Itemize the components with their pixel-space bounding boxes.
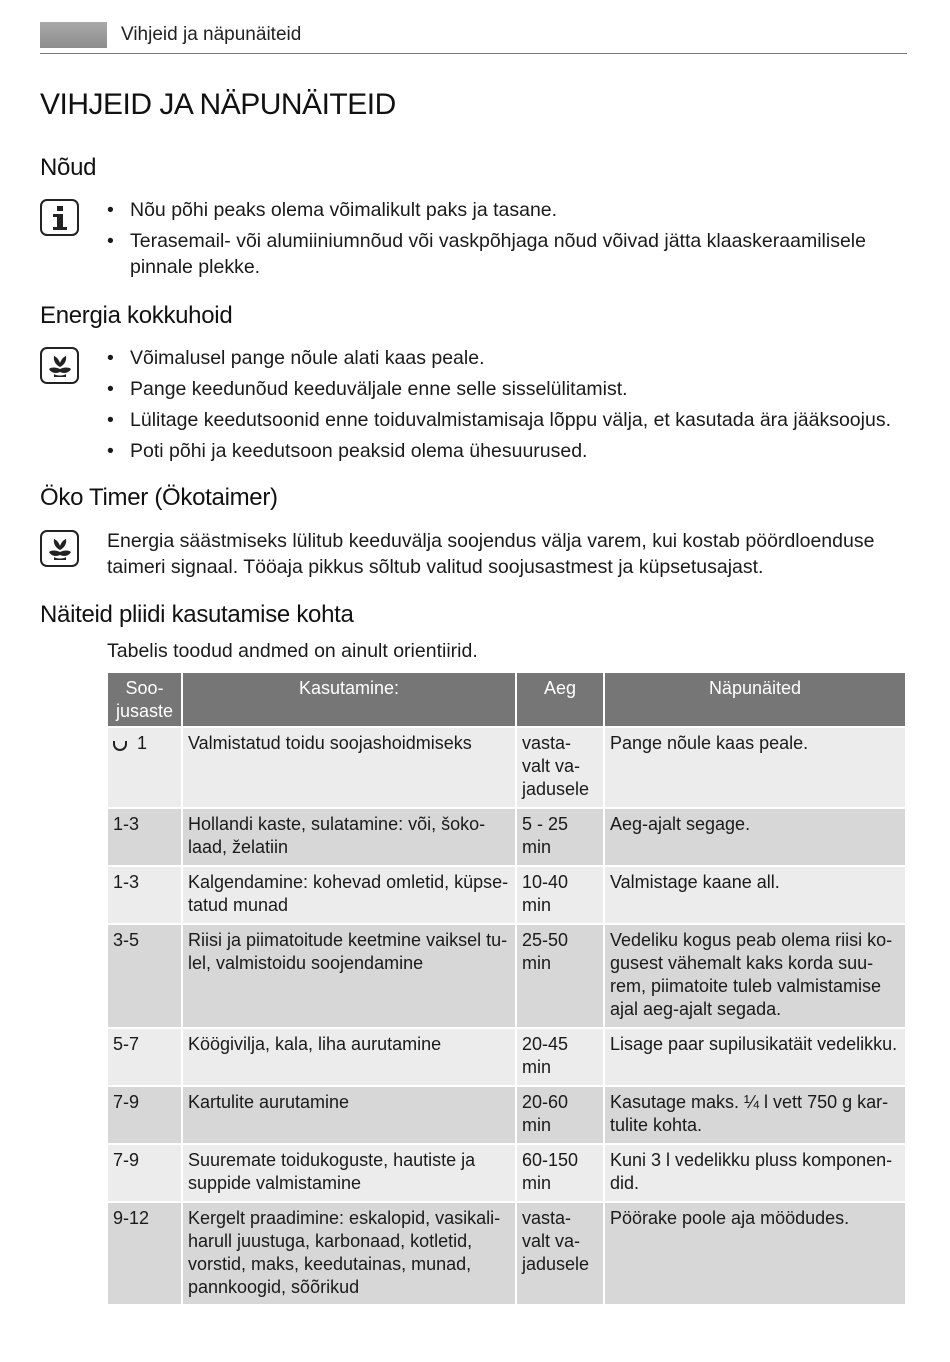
table-row [107, 808, 906, 866]
cell-level [107, 1202, 182, 1305]
table-row [107, 1086, 906, 1144]
cell-text: Kergelt praadimine: eskalopid, vasikali- harull juustuga, karbonaad, kotletid, vorstid, maks, keedutainas, munad, pannkoogid, sõõrikud [187, 1208, 501, 1297]
cell-text: Riisi ja piimatoitude keetmine vaiksel tu- lel, valmistoidu soojendamine [187, 930, 508, 973]
cell-text: 10-40 min [522, 872, 569, 915]
oko-description: Energia säästmiseks lülitub keeduvälja soojendus välja varem, kui kostab pöördloenduse taimeri signaal. Tööaja pikkus sõltub valitud soojusastmest ja küpsetusajast. [107, 530, 875, 578]
cell-text: Kalgendamine: kohevad omletid, küpse- tatud munad [187, 872, 509, 915]
cell-text: 60-150 min [522, 1150, 579, 1193]
cell-text: Valmistage kaane all. [609, 872, 780, 892]
list-item: • Poti põhi ja keedutsoon peaksid olema ühesuurused. [107, 438, 907, 464]
cell-text: Kuni 3 l vedelikku pluss komponen- did. [609, 1150, 893, 1193]
info-icon [40, 199, 79, 236]
cell-use [182, 924, 516, 1028]
cell-text: Vedeliku kogus peab olema riisi ko- gusest vähemalt kaks korda suu- rem, piimatoite tuleb valmistamise ajal aeg-ajalt segada. [609, 930, 893, 1019]
cell-text: Suuremate toidukoguste, hautiste ja suppide valmistamine [187, 1150, 476, 1193]
cell-tip [604, 808, 906, 866]
energia-list [107, 345, 907, 469]
header-tips [604, 672, 906, 727]
cell-level [107, 1028, 182, 1086]
cell-text: Kartulite aurutamine [187, 1092, 350, 1112]
eco-flower-icon [40, 347, 79, 384]
cell-tip [604, 1202, 906, 1305]
cell-text: Kasutage maks. ¼ l vett 750 g kar- tulite kohta. [609, 1092, 889, 1135]
header-label: Kasutamine: [298, 678, 400, 698]
header-bar [40, 22, 107, 48]
cell-time [516, 1028, 604, 1086]
usage-examples-table [106, 671, 907, 1306]
eco-flower-icon [40, 530, 79, 567]
cell-text: 20-60 min [522, 1092, 569, 1135]
table-row [107, 1144, 906, 1202]
cell-use [182, 1144, 516, 1202]
cell-level [107, 1086, 182, 1144]
section-title-noud: Nõud [40, 154, 97, 181]
list-item: • Pange keedunõud keeduväljale enne selle sisselülitamist. [107, 376, 907, 402]
cell-text: vasta- valt va- jadusele [522, 733, 590, 799]
list-item: • Terasemail- või alumiiniumnõud või vaskpõhjaga nõud võivad jätta klaaskeraamilisele pinnale plekke. [107, 228, 907, 280]
cell-time [516, 866, 604, 924]
header-use [182, 672, 516, 727]
cell-text: Valmistatud toidu soojashoidmiseks [187, 733, 472, 753]
cell-text: Köögivilja, kala, liha aurutamine [187, 1034, 442, 1054]
table-row [107, 1202, 906, 1305]
cell-tip [604, 1086, 906, 1144]
section-title-oko: Öko Timer (Ökotaimer) [40, 484, 278, 511]
table-intro: Tabelis toodud andmed on ainult orientiirid. [107, 640, 478, 662]
cell-text: 7-9 [113, 1092, 140, 1112]
table-row [107, 727, 906, 808]
page-header [40, 22, 907, 54]
cell-text: 3-5 [113, 930, 140, 950]
header-title: Vihjeid ja näpunäiteid [121, 24, 302, 45]
cell-text: 25-50 min [522, 930, 569, 973]
keep-warm-icon [113, 741, 127, 751]
list-item: • Lülitage keedutsoonid enne toiduvalmistamisaja lõppu välja, et kasutada ära jääksoojus. [107, 407, 907, 433]
cell-text: 5 - 25 min [522, 814, 569, 857]
cell-time [516, 1086, 604, 1144]
cell-level [107, 1144, 182, 1202]
header-time [516, 672, 604, 727]
cell-text: 7-9 [113, 1150, 140, 1170]
cell-level [107, 924, 182, 1028]
table-row [107, 866, 906, 924]
cell-use [182, 808, 516, 866]
table-header-row [107, 672, 906, 727]
section-title-energia: Energia kokkuhoid [40, 302, 233, 329]
cell-text: Pange nõule kaas peale. [609, 733, 809, 753]
header-label: Aeg [543, 678, 576, 698]
cell-text: 1-3 [113, 872, 140, 892]
cell-text: Aeg-ajalt segage. [609, 814, 751, 834]
cell-text: 9-12 [113, 1208, 150, 1228]
cell-level [107, 808, 182, 866]
cell-tip [604, 1144, 906, 1202]
cell-text: 5-7 [113, 1034, 140, 1054]
table-row [107, 1028, 906, 1086]
cell-tip [604, 924, 906, 1028]
list-item: • Võimalusel pange nõule alati kaas peale. [107, 345, 907, 371]
section-title-naiteid: Näiteid pliidi kasutamise kohta [40, 601, 354, 628]
cell-text: Hollandi kaste, sulatamine: või, šoko- laad, želatiin [187, 814, 486, 857]
cell-text: Pöörake poole aja möödudes. [609, 1208, 850, 1228]
table-row [107, 924, 906, 1028]
cell-level [107, 727, 182, 808]
cell-text: 1-3 [113, 814, 140, 834]
cell-time [516, 1202, 604, 1305]
cell-use [182, 866, 516, 924]
cell-tip [604, 1028, 906, 1086]
cell-time [516, 924, 604, 1028]
cell-time [516, 808, 604, 866]
cell-level [107, 866, 182, 924]
noud-list [107, 197, 907, 285]
cell-time [516, 727, 604, 808]
page-title: VIHJEID JA NÄPUNÄITEID [40, 88, 396, 121]
cell-use [182, 1202, 516, 1305]
header-level [107, 672, 182, 727]
header-label: Soo- jusaste [115, 678, 173, 721]
cell-text: 20-45 min [522, 1034, 569, 1077]
cell-time [516, 1144, 604, 1202]
cell-use [182, 1086, 516, 1144]
list-item: • Nõu põhi peaks olema võimalikult paks ja tasane. [107, 197, 907, 223]
cell-text: 1 [137, 733, 148, 753]
cell-tip [604, 727, 906, 808]
cell-text: Lisage paar supilusikatäit vedelikku. [609, 1034, 898, 1054]
header-label: Näpunäited [708, 678, 802, 698]
cell-use [182, 1028, 516, 1086]
cell-use [182, 727, 516, 808]
cell-tip [604, 866, 906, 924]
cell-text: vasta- valt va- jadusele [522, 1208, 590, 1274]
